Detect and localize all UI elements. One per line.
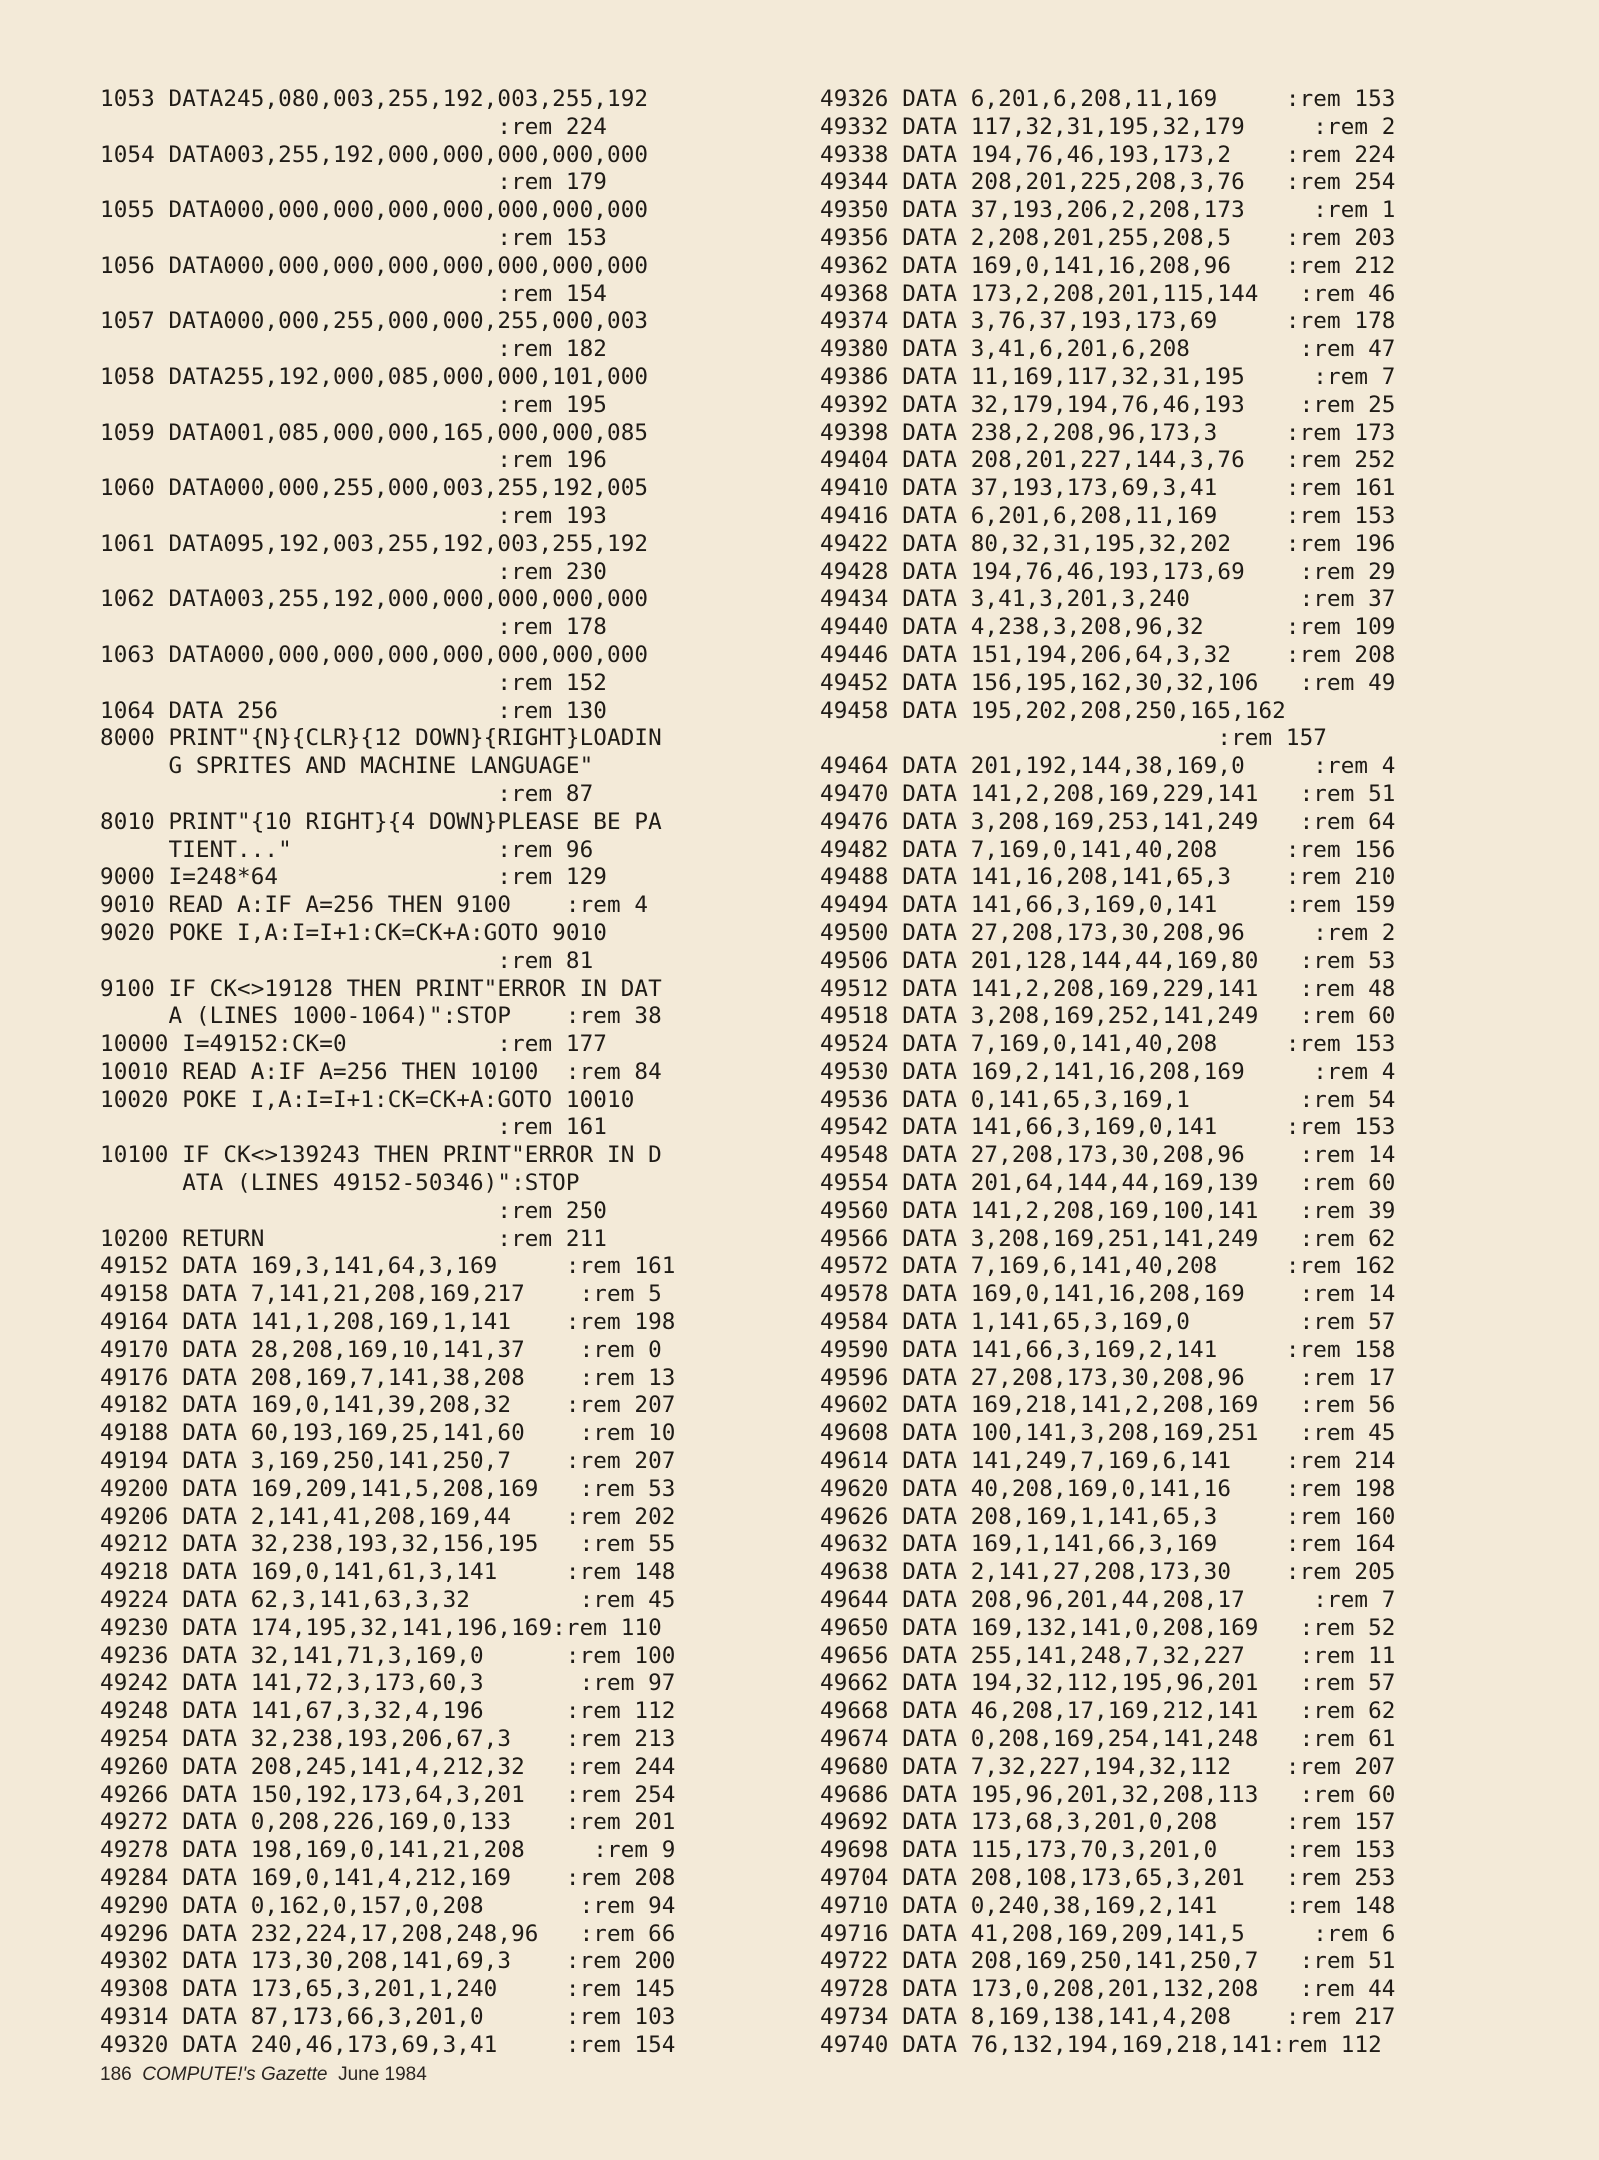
listing-line: :rem 250 (100, 1197, 607, 1224)
listing-line: 49314 DATA 87,173,66,3,201,0 :rem 103 (100, 2003, 676, 2030)
listing-line: 49368 DATA 173,2,208,201,115,144 :rem 46 (820, 280, 1396, 307)
listing-line: 49410 DATA 37,193,173,69,3,41 :rem 161 (820, 475, 1396, 502)
listing-line: 49596 DATA 27,208,173,30,208,96 :rem 17 (820, 1364, 1396, 1391)
listing-line: 49386 DATA 11,169,117,32,31,195 :rem 7 (820, 363, 1396, 390)
listing-line: 49644 DATA 208,96,201,44,208,17 :rem 7 (820, 1587, 1396, 1614)
listing-line: 49476 DATA 3,208,169,253,141,249 :rem 64 (820, 808, 1396, 835)
listing-line: 49590 DATA 141,66,3,169,2,141 :rem 158 (820, 1336, 1396, 1363)
listing-line: 49422 DATA 80,32,31,195,32,202 :rem 196 (820, 530, 1396, 557)
listing-line: 49290 DATA 0,162,0,157,0,208 :rem 94 (100, 1892, 676, 1919)
listing-line: 49338 DATA 194,76,46,193,173,2 :rem 224 (820, 141, 1396, 168)
listing-line: 9000 I=248*64 :rem 129 (100, 864, 607, 891)
publication-name: COMPUTE!'s Gazette (142, 2064, 328, 2085)
listing-line: 9100 IF CK<>19128 THEN PRINT"ERROR IN DAT (100, 975, 662, 1002)
listing-line: 1057 DATA000,000,255,000,000,255,000,003 (100, 308, 649, 335)
listing-line: :rem 178 (100, 614, 607, 641)
listing-line: 49680 DATA 7,32,227,194,32,112 :rem 207 (820, 1753, 1396, 1780)
listing-line: 49608 DATA 100,141,3,208,169,251 :rem 45 (820, 1420, 1396, 1447)
listing-line: :rem 87 (100, 780, 594, 807)
listing-line: 49416 DATA 6,201,6,208,11,169 :rem 153 (820, 502, 1396, 529)
listing-line: 1061 DATA095,192,003,255,192,003,255,192 (100, 530, 649, 557)
listing-line: 49452 DATA 156,195,162,30,32,106 :rem 49 (820, 669, 1396, 696)
listing-line: :rem 152 (100, 669, 607, 696)
listing-line: 49698 DATA 115,173,70,3,201,0 :rem 153 (820, 1837, 1396, 1864)
listing-line: 49206 DATA 2,141,41,208,169,44 :rem 202 (100, 1503, 676, 1530)
listing-line: 1059 DATA001,085,000,000,165,000,000,085 (100, 419, 649, 446)
listing-line: 49362 DATA 169,0,141,16,208,96 :rem 212 (820, 252, 1396, 279)
listing-line: 49308 DATA 173,65,3,201,1,240 :rem 145 (100, 1976, 676, 2003)
listing-line: :rem 193 (100, 502, 607, 529)
listing-line: 49218 DATA 169,0,141,61,3,141 :rem 148 (100, 1559, 676, 1586)
listing-line: 49686 DATA 195,96,201,32,208,113 :rem 60 (820, 1781, 1396, 1808)
listing-line: 49464 DATA 201,192,144,38,169,0 :rem 4 (820, 753, 1396, 780)
listing-line: 9010 READ A:IF A=256 THEN 9100 :rem 4 (100, 892, 649, 919)
listing-line: 49602 DATA 169,218,141,2,208,169 :rem 56 (820, 1392, 1396, 1419)
listing-line: A (LINES 1000-1064)":STOP :rem 38 (100, 1003, 662, 1030)
listing-line: 49230 DATA 174,195,32,141,196,169:rem 110 (100, 1614, 662, 1641)
listing-line: 1062 DATA003,255,192,000,000,000,000,000 (100, 586, 649, 613)
listing-line: 49548 DATA 27,208,173,30,208,96 :rem 14 (820, 1142, 1396, 1169)
listing-line: 49470 DATA 141,2,208,169,229,141 :rem 51 (820, 780, 1396, 807)
listing-line: 49242 DATA 141,72,3,173,60,3 :rem 97 (100, 1670, 676, 1697)
listing-line: 1060 DATA000,000,255,000,003,255,192,005 (100, 475, 649, 502)
listing-line: 49512 DATA 141,2,208,169,229,141 :rem 48 (820, 975, 1396, 1002)
listing-line: 49536 DATA 0,141,65,3,169,1 :rem 54 (820, 1086, 1396, 1113)
listing-line: 49740 DATA 76,132,194,169,218,141:rem 112 (820, 2031, 1382, 2058)
listing-line: :rem 161 (100, 1114, 607, 1141)
listing-line: 49164 DATA 141,1,208,169,1,141 :rem 198 (100, 1309, 676, 1336)
listing-line: 49716 DATA 41,208,169,209,141,5 :rem 6 (820, 1920, 1396, 1947)
listing-line: 49458 DATA 195,202,208,250,165,162 (820, 697, 1286, 724)
listing-line: 49434 DATA 3,41,3,201,3,240 :rem 37 (820, 586, 1396, 613)
listing-line: 49428 DATA 194,76,46,193,173,69 :rem 29 (820, 558, 1396, 585)
listing-line: 49446 DATA 151,194,206,64,3,32 :rem 208 (820, 641, 1396, 668)
listing-line: 49374 DATA 3,76,37,193,173,69 :rem 178 (820, 308, 1396, 335)
listing-line: 49578 DATA 169,0,141,16,208,169 :rem 14 (820, 1281, 1396, 1308)
listing-line: 49638 DATA 2,141,27,208,173,30 :rem 205 (820, 1559, 1396, 1586)
listing-line: 1056 DATA000,000,000,000,000,000,000,000 (100, 252, 649, 279)
listing-line: 49692 DATA 173,68,3,201,0,208 :rem 157 (820, 1809, 1396, 1836)
listing-line: 49440 DATA 4,238,3,208,96,32 :rem 109 (820, 614, 1396, 641)
listing-line: 49614 DATA 141,249,7,169,6,141 :rem 214 (820, 1448, 1396, 1475)
listing-line: 49152 DATA 169,3,141,64,3,169 :rem 161 (100, 1253, 676, 1280)
listing-line: 49260 DATA 208,245,141,4,212,32 :rem 244 (100, 1753, 676, 1780)
listing-line: 1064 DATA 256 :rem 130 (100, 697, 607, 724)
listing-line: 49356 DATA 2,208,201,255,208,5 :rem 203 (820, 224, 1396, 251)
listing-line: ATA (LINES 49152-50346)":STOP (100, 1170, 580, 1197)
listing-line: 49728 DATA 173,0,208,201,132,208 :rem 44 (820, 1976, 1396, 2003)
listing-line: 49254 DATA 32,238,193,206,67,3 :rem 213 (100, 1726, 676, 1753)
listing-line: 49320 DATA 240,46,173,69,3,41 :rem 154 (100, 2031, 676, 2058)
listing-line: 49710 DATA 0,240,38,169,2,141 :rem 148 (820, 1892, 1396, 1919)
listing-line: 49668 DATA 46,208,17,169,212,141 :rem 62 (820, 1698, 1396, 1725)
listing-line: 10000 I=49152:CK=0 :rem 177 (100, 1031, 607, 1058)
listing-line: 49554 DATA 201,64,144,44,169,139 :rem 60 (820, 1170, 1396, 1197)
listing-line: 49176 DATA 208,169,7,141,38,208 :rem 13 (100, 1364, 676, 1391)
listing-line: 49560 DATA 141,2,208,169,100,141 :rem 39 (820, 1197, 1396, 1224)
listing-line: 9020 POKE I,A:I=I+1:CK=CK+A:GOTO 9010 (100, 919, 607, 946)
listing-line: 49224 DATA 62,3,141,63,3,32 :rem 45 (100, 1587, 676, 1614)
listing-line: 49494 DATA 141,66,3,169,0,141 :rem 159 (820, 892, 1396, 919)
listing-line: :rem 179 (100, 169, 607, 196)
listing-line: 49380 DATA 3,41,6,201,6,208 :rem 47 (820, 336, 1396, 363)
page-number: 186 (100, 2064, 132, 2085)
listing-line: 49656 DATA 255,141,248,7,32,227 :rem 11 (820, 1642, 1396, 1669)
listing-left-column (100, 86, 676, 2060)
listing-line: 1053 DATA245,080,003,255,192,003,255,192 (100, 86, 649, 112)
listing-line: :rem 195 (100, 391, 607, 418)
listing-line: 49332 DATA 117,32,31,195,32,179 :rem 2 (820, 113, 1396, 140)
listing-line: 49530 DATA 169,2,141,16,208,169 :rem 4 (820, 1058, 1396, 1085)
listing-line: 49272 DATA 0,208,226,169,0,133 :rem 201 (100, 1809, 676, 1836)
page-footer (100, 2064, 427, 2086)
listing-line: 10020 POKE I,A:I=I+1:CK=CK+A:GOTO 10010 (100, 1086, 635, 1113)
listing-line: 49266 DATA 150,192,173,64,3,201 :rem 254 (100, 1781, 676, 1808)
listing-line: :rem 154 (100, 280, 607, 307)
listing-line: 49398 DATA 238,2,208,96,173,3 :rem 173 (820, 419, 1396, 446)
listing-line: 49632 DATA 169,1,141,66,3,169 :rem 164 (820, 1531, 1396, 1558)
listing-line: 49584 DATA 1,141,65,3,169,0 :rem 57 (820, 1309, 1396, 1336)
listing-line: 49284 DATA 169,0,141,4,212,169 :rem 208 (100, 1865, 676, 1891)
listing-line: :rem 157 (820, 725, 1327, 752)
listing-line: 49662 DATA 194,32,112,195,96,201 :rem 57 (820, 1670, 1396, 1697)
listing-line: 49506 DATA 201,128,144,44,169,80 :rem 53 (820, 947, 1396, 974)
listing-line: 49182 DATA 169,0,141,39,208,32 :rem 207 (100, 1392, 676, 1419)
listing-line: 49302 DATA 173,30,208,141,69,3 :rem 200 (100, 1948, 676, 1975)
listing-line: 49482 DATA 7,169,0,141,40,208 :rem 156 (820, 836, 1396, 863)
listing-line: 1058 DATA255,192,000,085,000,000,101,000 (100, 363, 649, 390)
listing-line: 49344 DATA 208,201,225,208,3,76 :rem 254 (820, 169, 1396, 196)
listing-line: 10010 READ A:IF A=256 THEN 10100 :rem 84 (100, 1058, 662, 1085)
issue-date: June 1984 (338, 2064, 427, 2085)
listing-line: 49674 DATA 0,208,169,254,141,248 :rem 61 (820, 1726, 1396, 1753)
listing-line: 49704 DATA 208,108,173,65,3,201 :rem 253 (820, 1865, 1396, 1891)
listing-line: 49650 DATA 169,132,141,0,208,169 :rem 52 (820, 1614, 1396, 1641)
listing-line: 49248 DATA 141,67,3,32,4,196 :rem 112 (100, 1698, 676, 1725)
listing-line: 49158 DATA 7,141,21,208,169,217 :rem 5 (100, 1281, 662, 1308)
listing-line: 49734 DATA 8,169,138,141,4,208 :rem 217 (820, 2003, 1396, 2030)
listing-line: 49722 DATA 208,169,250,141,250,7 :rem 51 (820, 1948, 1396, 1975)
listing-line: 49524 DATA 7,169,0,141,40,208 :rem 153 (820, 1031, 1396, 1058)
listing-line: 49566 DATA 3,208,169,251,141,249 :rem 62 (820, 1225, 1396, 1252)
listing-line: TIENT..." :rem 96 (100, 836, 594, 863)
listing-line: :rem 81 (100, 947, 594, 974)
listing-line: :rem 182 (100, 336, 607, 363)
listing-line: 1054 DATA003,255,192,000,000,000,000,000 (100, 141, 649, 168)
listing-line: 49404 DATA 208,201,227,144,3,76 :rem 252 (820, 447, 1396, 474)
listing-right-column (820, 86, 1396, 2060)
listing-line: 49626 DATA 208,169,1,141,65,3 :rem 160 (820, 1503, 1396, 1530)
listing-line: 1055 DATA000,000,000,000,000,000,000,000 (100, 197, 649, 224)
listing-line: 49170 DATA 28,208,169,10,141,37 :rem 0 (100, 1336, 662, 1363)
listing-line: 8000 PRINT"{N}{CLR}{12 DOWN}{RIGHT}LOADIN (100, 725, 662, 752)
listing-line: 10100 IF CK<>139243 THEN PRINT"ERROR IN D (100, 1142, 662, 1169)
listing-line: 49212 DATA 32,238,193,32,156,195 :rem 55 (100, 1531, 676, 1558)
listing-line: :rem 196 (100, 447, 607, 474)
listing-line: 49296 DATA 232,224,17,208,248,96 :rem 66 (100, 1920, 676, 1947)
listing-line: 49488 DATA 141,16,208,141,65,3 :rem 210 (820, 864, 1396, 891)
listing-line: :rem 230 (100, 558, 607, 585)
listing-line: 49236 DATA 32,141,71,3,169,0 :rem 100 (100, 1642, 676, 1669)
listing-line: 49194 DATA 3,169,250,141,250,7 :rem 207 (100, 1448, 676, 1475)
listing-line: 49278 DATA 198,169,0,141,21,208 :rem 9 (100, 1837, 676, 1864)
listing-line: 49500 DATA 27,208,173,30,208,96 :rem 2 (820, 919, 1396, 946)
listing-line: 1063 DATA000,000,000,000,000,000,000,000 (100, 641, 649, 668)
listing-line: 49188 DATA 60,193,169,25,141,60 :rem 10 (100, 1420, 676, 1447)
listing-line: G SPRITES AND MACHINE LANGUAGE" (100, 753, 594, 780)
listing-line: 10200 RETURN :rem 211 (100, 1225, 607, 1252)
listing-line: 8010 PRINT"{10 RIGHT}{4 DOWN}PLEASE BE PA (100, 808, 662, 835)
listing-line: 49518 DATA 3,208,169,252,141,249 :rem 60 (820, 1003, 1396, 1030)
listing-line: 49326 DATA 6,201,6,208,11,169 :rem 153 (820, 86, 1396, 112)
listing-line: 49200 DATA 169,209,141,5,208,169 :rem 53 (100, 1475, 676, 1502)
listing-line: 49620 DATA 40,208,169,0,141,16 :rem 198 (820, 1475, 1396, 1502)
listing-line: 49392 DATA 32,179,194,76,46,193 :rem 25 (820, 391, 1396, 418)
listing-line: 49572 DATA 7,169,6,141,40,208 :rem 162 (820, 1253, 1396, 1280)
listing-line: :rem 153 (100, 224, 607, 251)
listing-line: 49350 DATA 37,193,206,2,208,173 :rem 1 (820, 197, 1396, 224)
listing-line: :rem 224 (100, 113, 607, 140)
listing-line: 49542 DATA 141,66,3,169,0,141 :rem 153 (820, 1114, 1396, 1141)
